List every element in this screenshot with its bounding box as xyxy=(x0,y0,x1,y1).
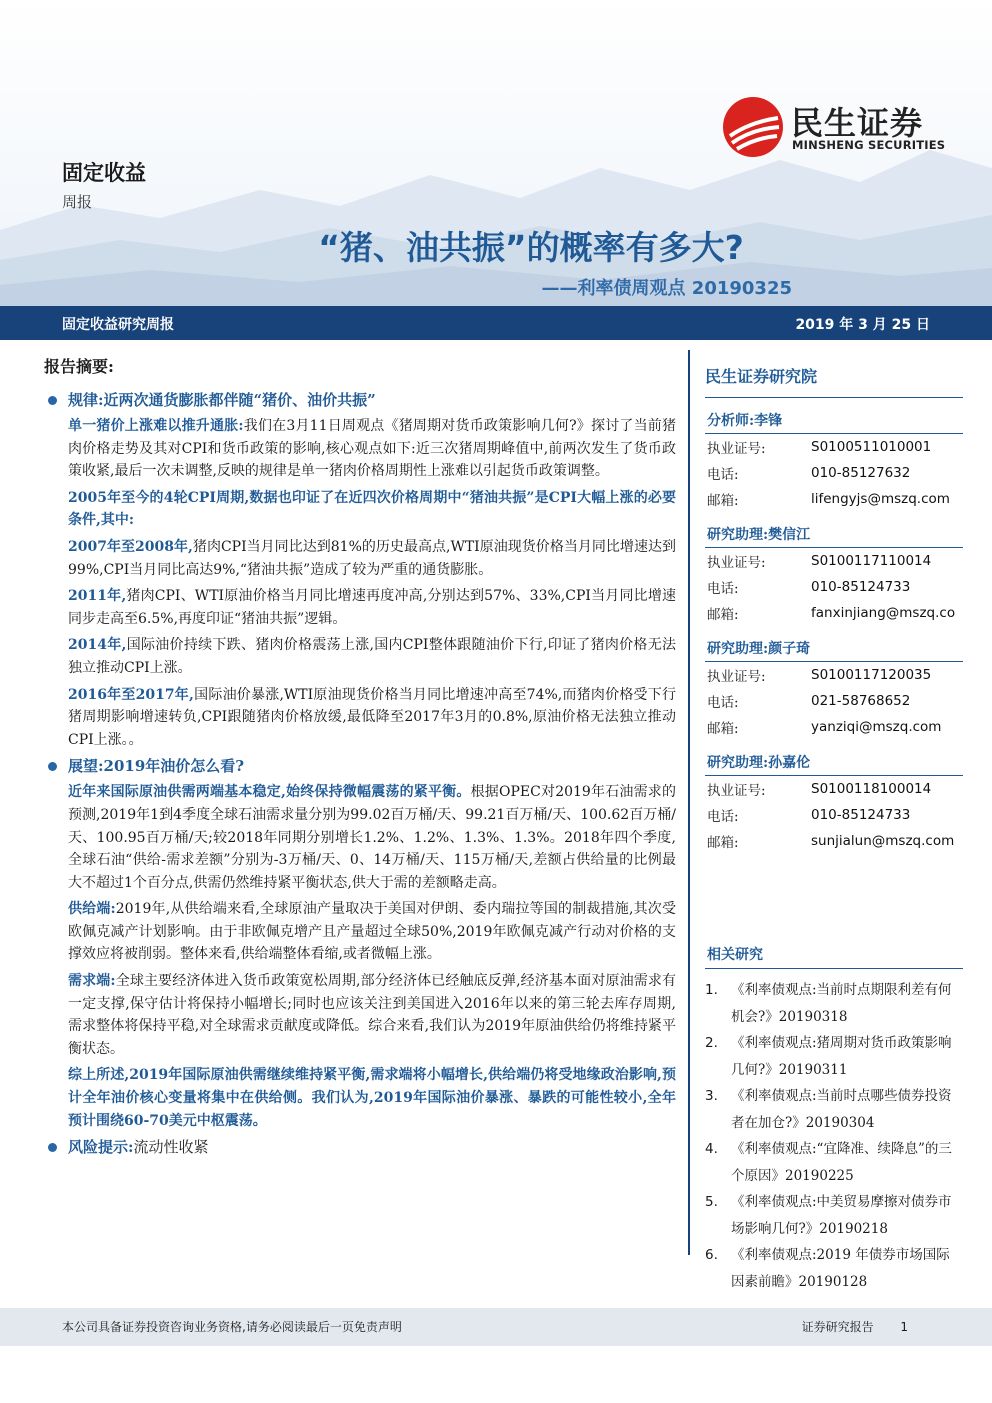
analyst-phone-row xyxy=(705,574,963,600)
paragraph-lead: 2005年至今的4轮CPI周期,数据也印证了在近四次价格周期中“猪油共振”是CPI大幅上涨的必要条件,其中: xyxy=(68,489,676,529)
related-item-text: 《利率债观点:当前时点期限利差有何机会?》20190318 xyxy=(731,982,952,1025)
related-item-number: 1. xyxy=(705,982,718,998)
analyst-phone-row xyxy=(705,802,963,828)
bullet-dot-icon xyxy=(48,1143,57,1152)
phone-value: 010-85127632 xyxy=(811,465,911,481)
brand-name-en: MINSHENG SECURITIES xyxy=(792,138,946,152)
related-research-title: 相关研究 xyxy=(705,940,963,969)
band-date: 2019 年 3 月 25 日 xyxy=(795,317,930,333)
risk-text: 流动性收紧 xyxy=(133,1138,209,1157)
analyst-card xyxy=(705,512,963,626)
summary-content xyxy=(44,354,676,1162)
page-footer xyxy=(0,1308,992,1346)
related-item[interactable] xyxy=(705,977,963,1030)
paragraph xyxy=(68,487,676,532)
section-heading-text: 展望:2019年油价怎么看? xyxy=(68,757,245,776)
paragraph-lead: 2007年至2008年, xyxy=(68,538,193,555)
paragraph-text: 我们在3月11日周观点《猪周期对货币政策影响几何?》探讨了当前猪肉价格走势及其对CPI和货币政策的影响,核心观点如下:近三次猪周期峰值中,前两次发生了货币政策收紧,最后一次未调整,反映的规律是单一猪肉价格周期性上涨难以引起货币政策调整。 xyxy=(68,418,676,480)
phone-value: 021-58768652 xyxy=(811,693,911,709)
email-value[interactable]: lifengyjs@mszq.com xyxy=(811,491,950,507)
bullet-dot-icon xyxy=(48,762,57,771)
brand-name-cn: 民生证券 xyxy=(791,104,924,142)
paragraph xyxy=(68,415,676,483)
risk-note xyxy=(44,1136,676,1158)
paragraph-lead: 综上所述,2019年国际原油供需继续维持紧平衡,需求端将小幅增长,供给端仍将受地缘政治影响,预计全年油价核心变量将集中在供给侧。我们认为,2019年国际油价暴涨、暴跌的可能性较小,全年预计围绕60-70美元中枢震荡。 xyxy=(68,1067,676,1129)
cert-value: S0100117120035 xyxy=(811,667,932,683)
logo-mark-icon xyxy=(722,96,784,158)
section-heading-text: 规律:近两次通货膨胀都伴随“猪价、油价共振” xyxy=(68,391,376,409)
paragraph xyxy=(68,536,676,581)
cert-value: S0100117110014 xyxy=(811,553,932,569)
phone-label: 电话: xyxy=(707,467,739,483)
analyst-role: 研究助理:颜子琦 xyxy=(705,634,963,662)
page-number: 1 xyxy=(900,1320,908,1334)
institute-name: 民生证券研究院 xyxy=(705,356,963,398)
cert-label: 执业证号: xyxy=(707,441,766,457)
cert-label: 执业证号: xyxy=(707,783,766,799)
analyst-email-row xyxy=(705,828,963,854)
analyst-card xyxy=(705,626,963,740)
brand-logo xyxy=(722,96,962,158)
analyst-cert-row xyxy=(705,662,963,688)
analyst-email-row xyxy=(705,600,963,626)
related-item[interactable] xyxy=(705,1242,963,1295)
report-header xyxy=(0,0,992,345)
footer-disclaimer: 本公司具备证券投资咨询业务资格,请务必阅读最后一页免责声明 xyxy=(62,1320,402,1334)
related-item-text: 《利率债观点:2019 年债券市场国际因素前瞻》20190128 xyxy=(731,1247,950,1290)
email-label: 邮箱: xyxy=(707,607,739,623)
paragraph-text: 全球主要经济体进入货币政策宽松周期,部分经济体已经触底反弹,经济基本面对原油需求有一定支撑,保守估计将保持小幅增长;同时也应该关注到美国进入2016年以来的第三轮去库存周期,需求整体将保持平稳,对全球需求贡献度或降低。综合来看,我们认为2019年原油供给仍将维持紧平衡状态。 xyxy=(68,973,676,1057)
doc-subcategory: 周报 xyxy=(62,193,93,211)
bullet-dot-icon xyxy=(48,396,57,405)
paragraph xyxy=(68,634,676,679)
doc-category: 固定收益 xyxy=(62,160,146,185)
phone-value: 010-85124733 xyxy=(811,807,911,823)
related-research-list xyxy=(705,977,963,1295)
paragraph xyxy=(68,970,676,1060)
related-item-number: 5. xyxy=(705,1194,718,1210)
analyst-email-row xyxy=(705,486,963,512)
phone-label: 电话: xyxy=(707,581,739,597)
related-item-number: 6. xyxy=(705,1247,718,1263)
header-band xyxy=(0,306,992,340)
footer-report-type xyxy=(802,1318,908,1335)
cert-label: 执业证号: xyxy=(707,669,766,685)
paragraph-text: 国际油价持续下跌、猪肉价格震荡上涨,国内CPI整体跟随油价下行,印证了猪肉价格无法独立推动CPI上涨。 xyxy=(68,637,676,676)
phone-label: 电话: xyxy=(707,695,739,711)
paragraph-lead: 2016年至2017年, xyxy=(68,686,194,703)
related-item-text: 《利率债观点:当前时点哪些债券投资者在加仓?》20190304 xyxy=(731,1088,952,1131)
analyst-cert-row xyxy=(705,776,963,802)
analyst-role: 研究助理:孙嘉伦 xyxy=(705,748,963,776)
related-item-text: 《利率债观点:“宜降准、续降息”的三个原因》20190225 xyxy=(731,1141,952,1184)
analyst-phone-row xyxy=(705,688,963,714)
analyst-cert-row xyxy=(705,434,963,460)
related-item-number: 4. xyxy=(705,1141,718,1157)
related-item-text: 《利率债观点:中美贸易摩擦对债券市场影响几何?》20190218 xyxy=(731,1194,952,1237)
analyst-email-row xyxy=(705,714,963,740)
email-label: 邮箱: xyxy=(707,493,739,509)
paragraph-lead: 供给端: xyxy=(68,901,116,918)
footer-report-label: 证券研究报告 xyxy=(801,1320,874,1334)
paragraph-lead: 需求端: xyxy=(68,973,116,990)
related-item[interactable] xyxy=(705,1030,963,1083)
related-item[interactable] xyxy=(705,1136,963,1189)
related-item[interactable] xyxy=(705,1189,963,1242)
paragraph-lead: 2014年, xyxy=(68,637,127,654)
related-item[interactable] xyxy=(705,1083,963,1136)
analyst-cert-row xyxy=(705,548,963,574)
analyst-role: 分析师:李锋 xyxy=(705,406,963,434)
band-report-type: 固定收益研究周报 xyxy=(62,317,174,333)
related-item-text: 《利率债观点:猪周期对货币政策影响几何?》20190311 xyxy=(731,1035,952,1078)
paragraph xyxy=(68,898,676,966)
paragraph-text: 国际油价暴涨,WTI原油现货价格当月同比增速冲高至74%,而猪肉价格受下行猪周期影响增速转负,CPI跟随猪肉价格放缓,最低降至2017年3月的0.8%,原油价格无法独立推动CPI上涨。。 xyxy=(68,686,676,748)
paragraph-text: 2019年,从供给端来看,全球原油产量取决于美国对伊朗、委内瑞拉等国的制裁措施,其次受欧佩克减产计划影响。由于非欧佩克增产且产量超过全球50%,2019年欧佩克减产行动对价格的支撑效应将被削弱。整体来看,供给端整体看缩,或者微幅上涨。 xyxy=(68,901,676,963)
paragraph xyxy=(68,781,676,894)
analyst-role: 研究助理:樊信江 xyxy=(705,520,963,548)
risk-label: 风险提示: xyxy=(68,1138,134,1157)
email-value[interactable]: sunjialun@mszq.com xyxy=(811,833,955,849)
paragraph xyxy=(68,684,676,752)
related-item-number: 2. xyxy=(705,1035,718,1051)
cert-value: S0100511010001 xyxy=(811,439,932,455)
phone-value: 010-85124733 xyxy=(811,579,911,595)
section-heading xyxy=(44,389,676,411)
analyst-card xyxy=(705,398,963,512)
email-label: 邮箱: xyxy=(707,721,739,737)
analyst-phone-row xyxy=(705,460,963,486)
column-divider xyxy=(688,350,690,1255)
email-value[interactable]: fanxinjiang@mszq.co xyxy=(811,605,956,621)
email-label: 邮箱: xyxy=(707,835,739,851)
cert-value: S0100118100014 xyxy=(811,781,932,797)
page-subtitle: ——利率债周观点 20190325 xyxy=(541,278,792,299)
email-value[interactable]: yanziqi@mszq.com xyxy=(811,719,942,735)
paragraph-text: 根据OPEC对2019年石油需求的预测,2019年1到4季度全球石油需求量分别为99.02百万桶/天、99.21百万桶/天、100.62百万桶/天、100.95百万桶/天;较2018年同期分别增长1.2%、1.2%、1.3%、1.3%。2018年四个季度,全球石油“供给-需求差额”分别为-3万桶/天、0、14万桶/天、115万桶/天,差额占供给量的比例最大不超过1个百分点,供需仍然维持紧平衡状态,供大于需的差额略走高。 xyxy=(68,784,676,891)
page-title: “猪、油共振”的概率有多大? xyxy=(318,228,744,267)
paragraph-text: 猪肉CPI当月同比达到81%的历史最高点,WTI原油现货价格当月同比增速达到99%,CPI当月同比高达9%,“猪油共振”造成了较为严重的通货膨胀。 xyxy=(68,538,676,578)
analyst-card xyxy=(705,740,963,854)
paragraph xyxy=(68,1064,676,1132)
related-item-number: 3. xyxy=(705,1088,718,1104)
summary-title: 报告摘要: xyxy=(44,357,114,376)
phone-label: 电话: xyxy=(707,809,739,825)
paragraph-text: 猪肉CPI、WTI原油价格当月同比增速再度冲高,分别达到57%、33%,CPI当月同比增速同步走高至6.5%,再度印证“猪油共振”逻辑。 xyxy=(68,588,677,627)
sidebar xyxy=(705,356,963,1295)
paragraph-lead: 近年来国际原油供需两端基本稳定,始终保持微幅震荡的紧平衡。 xyxy=(68,784,471,801)
cert-label: 执业证号: xyxy=(707,555,766,571)
paragraph-lead: 2011年, xyxy=(68,588,127,605)
paragraph-lead: 单一猪价上涨难以推升通胀: xyxy=(68,418,244,434)
paragraph xyxy=(68,585,676,630)
section-heading xyxy=(44,755,676,777)
